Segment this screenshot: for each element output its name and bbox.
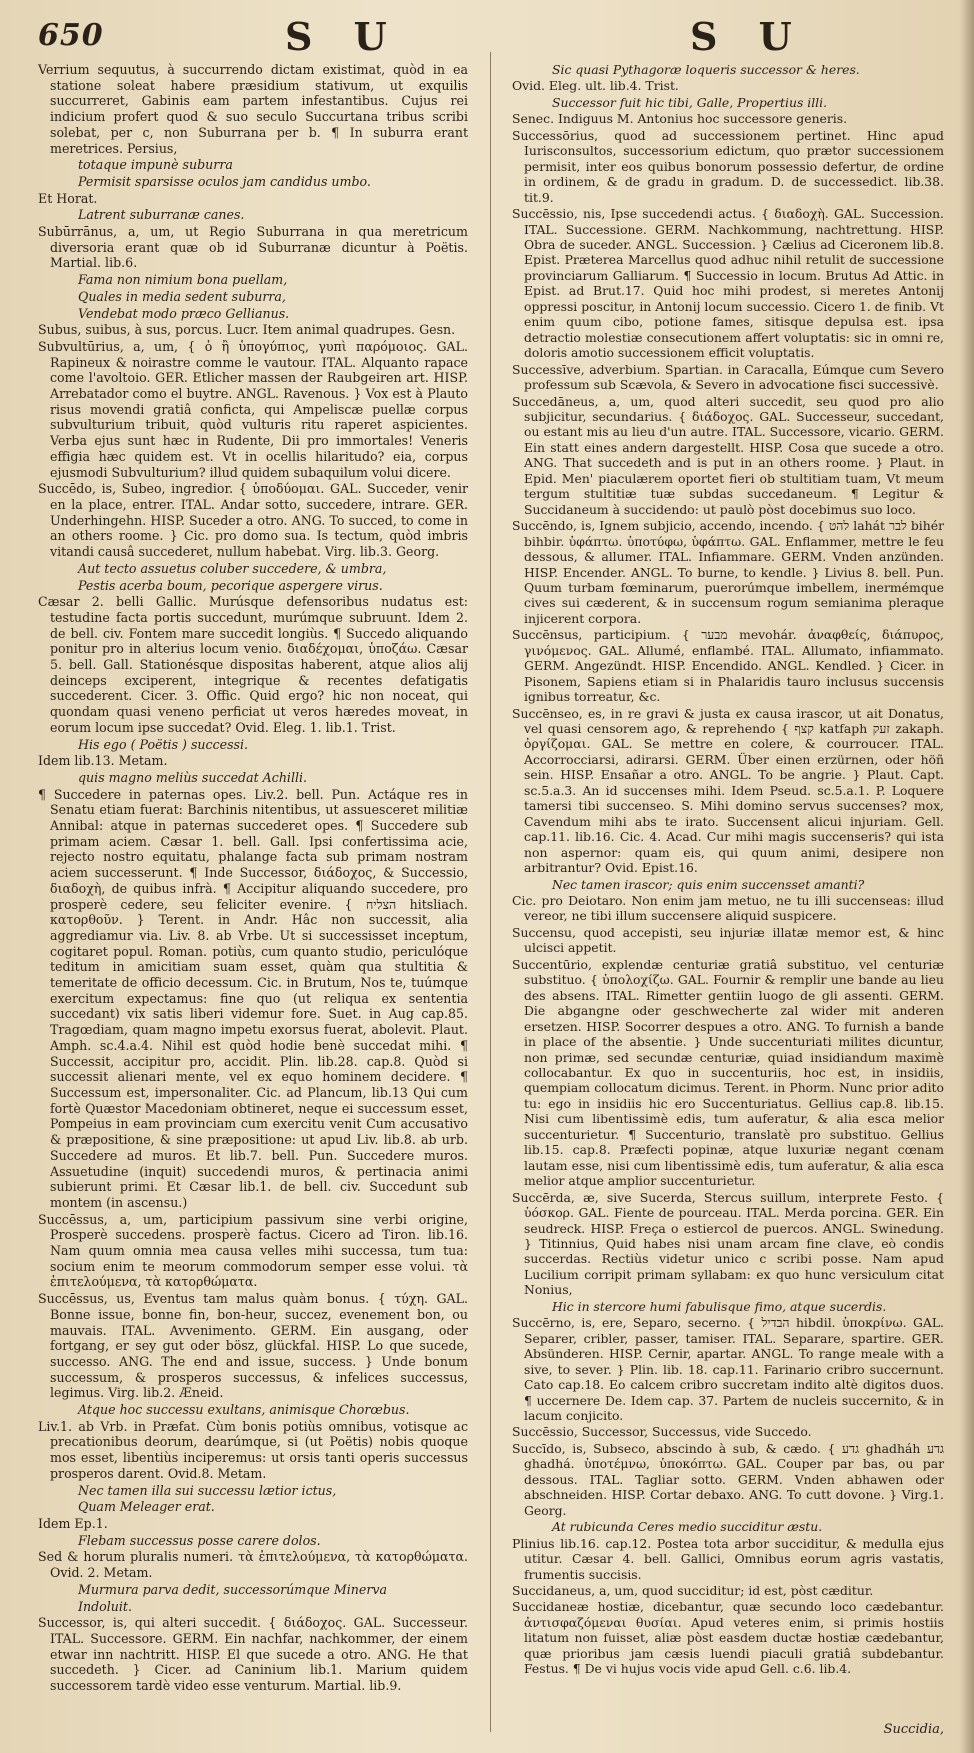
dictionary-entry: Idem lib.13. Metam. [38,753,168,769]
verse-quote: His ego ( Poëtis ) successi. [78,736,249,752]
dictionary-entry: Senec. Indiguus M. Antonius hoc successore generis. [512,111,848,127]
dictionary-entry: Succēnsus, participium. { מבער mevohár. ἀναφθείς, διάπυρος, γινόμενος. GAL. Allumé, enflambé. ITAL. Allumato, infiammato. GERM. Angezündt. HISP. Encendido. ANGL. Kendled. } Cicer. in Pisonem, Sapiens etiam si in Phalaridis tauro inclusus succensis ignibus torreatur, &c. [512,627,944,705]
dictionary-entry: Idem Ep.1. [38,1515,108,1531]
dictionary-entry: Et Horat. [38,190,98,206]
dictionary-entry: Successōrius, quod ad successionem pertinet. Hinc apud Iurisconsultos, successorium edictum, quo prætor successionem permisit, inter eos quibus bonorum possessio defertur, de ordine in ordinem, & de gradu in gradum. D. de successedict. lib.38. tit.9. [512,127,944,205]
dictionary-entry: Succēnseo, es, in re gravi & justa ex causa irascor, ut ait Donatus, vel quasi censorem ago, & reprehendo { קצף katfaph זעק zakaph. ὀργίζομαι. GAL. Se mettre en colere, & courroucer. ITAL. Accorrocciarsi, adirarsi. GERM. Über einen erzürnen, oder höñ sein. HISP. Ensañar a otro. ANGL. To be angrie. } Plaut. Capt. sc.5.a.3. An id succenses mihi. Idem Pseud. sc.5.a.1. P. Loquere tamersi tibi succenseo. S. Mihi domino servus succenses? mox, Cavendum mihi abs te irato. Succensent alicui injuriam. Gell. cap.11. lib.16. Cic. 4. Acad. Cur mihi magis succenseris? qui ista non aspernor: quam eis, qui quum animi, desipere non arbitrantur? Ovid. Epist.16. [512,705,944,876]
dictionary-entry: Cæsar 2. belli Gallic. Murúsque defensoribus nudatus est: testudine facta portis succedunt, murúmque subruunt. Idem 2. de bell. civ. Fontem mare succedit longiùs. ¶ Succedo aliquando ponitur pro in alterius locum venio. διαδέχομαι, ὑποζάω. Cæsar 5. bell. Gall. Stationésque dispositas haberent, atque alios alij deinceps exciperent, integrique & recentes defatigatis succederent. Cicer. 3. Offic. Quid ergo? hic non noceat, qui quondam quasi veneno perficiat ut veros hæredes moveat, in eorum locum ipse succedat? Ovid. Eleg. 1. lib.1. Trist. [38,594,468,735]
verse-quote: Indoluit. [78,1598,132,1614]
verse-quote: Latrent suburranæ canes. [78,207,245,223]
dictionary-entry: Cic. pro Deiotaro. Non enim jam metuo, ne tu illi succenseas: illud vereor, ne tibi illum succensere aliquid suspicere. [512,893,944,924]
dictionary-entry: Succēdo, is, Subeo, ingredior. { ὑποδύομαι. GAL. Succeder, venir en la place, entrer. ITAL. Andar sotto, succedere, intrare. GER. Underhingehn. HISP. Suceder a otro. ANG. To succed, to come in an others roome. } Cic. pro domo sua. Is tectum, quòd imbris vitandi causâ succederet, nullum habebat. Virg. lib.3. Georg. [38,481,468,560]
dictionary-entry: Subūrrānus, a, um, ut Regio Suburrana in qua meretricum diversoria erant quæ ob id Suburranæ dicuntur à Poëtis. Martial. lib.6. [38,224,468,271]
page-number: 650 [38,18,104,53]
dictionary-entry: Subus, suibus, à sus, porcus. Lucr. Item animal quadrupes. Gesn. [38,322,456,338]
dictionary-entry: Sed & horum pluralis numeri. τὰ ἐπιτελούμενα, τὰ κατορθώματα. Ovid. 2. Metam. [38,1549,468,1581]
column-divider [490,52,491,1732]
verse-quote: At rubicunda Ceres medio succiditur æstu. [552,1519,823,1535]
dictionary-entry: Succēssio, Successor, Successus, vide Succedo. [512,1424,812,1440]
verse-quote: Sic quasi Pythagoræ loqueris successor & heres. [552,62,860,77]
verse-quote: Pestis acerba boum, pecorique aspergere virus. [78,577,383,593]
verse-quote: Nec tamen illa sui successu lætior ictus, [78,1482,337,1498]
catchword: Succidia, [883,1722,944,1737]
dictionary-entry: Successor, is, qui alteri succedit. { διάδοχος. GAL. Successeur. ITAL. Successore. GERM. Ein nachfar, nachkommer, der einem etwar inn nachtritt. HISP. El que sucede a otro. ANG. He that succedeth. } Cicer. ad Caninium lib.1. Marium quidem successorem tardè video esse venturum. Martial. lib.9. [38,1615,468,1694]
dictionary-entry: Succērda, æ, sive Sucerda, Stercus suillum, interprete Festo. { ὑόσκορ. GAL. Fiente de pourceau. ITAL. Merda porcina. GER. Ein seudreck. HISP. Freça o estiercol de puercos. ANGL. Swinedung. } Titinnius, Quid habes nisi unam arcam fine clave, eò condis succerdas. Rectiùs videtur unico c scribi posse. Nam apud Lucilium corripit primam syllabam: ex quo hunc versiculum citat Nonius, [512,1189,944,1298]
dictionary-entry: Succēndo, is, Ignem subjicio, accendo, incendo. { להט lahát לבר bihér bihbir. ὑφάπτω. ὑποτύφω, ὑφάπτω. GAL. Enflammer, mettre le feu dessous, & allumer. ITAL. Infiammare. GERM. Vnden anzünden. HISP. Encender. ANGL. To burne, to kendle. } Livius 8. bell. Pun. Quum turbam fœminarum, puerorúmque imbellem, inermémque cives sui cæderent, & in succensum rogum semianima pleraque injicerent corpora. [512,518,945,626]
dictionary-entry: Succēssio, nis, Ipse succedendi actus. { διαδοχὴ. GAL. Succession. ITAL. Successione. GERM. Nachkommung, nachtrettung. HISP. Obra de suceder. ANGL. Succession. } Cælius ad Ciceronem lib.8. Epist. Præterea Marcellus quod adhuc nihil retulit de successione provinciarum Galliarum. ¶ Successio in locum. Brutus Ad Attic. in Epist. ad Brut.17. Quid hoc mihi prodest, si meretes Antonij oppressi poscitur, in Antonij locum successio. Cicero 1. de finib. Vt enim quum cibo, potione fames, sitisque depulsa est. ipsa detractio molestiæ consecutionem affert voluptatis: sic in omni re, doloris amotio successionem efficit voluptatis. [512,206,944,361]
verse-quote: Quam Meleager erat. [78,1499,215,1515]
right-column [512,62,944,1678]
verse-quote: Flebam successus posse carere dolos. [78,1532,321,1548]
verse-quote: Successor fuit hic tibi, Galle, Propertius illi. [552,94,828,110]
dictionary-entry: Succensu, quod accepisti, seu injuriæ illatæ memor est, & hinc ulcisci appetit. [512,924,944,956]
running-head-left: S U [285,14,401,59]
verse-quote: Hic in stercore humi fabulisque fimo, atque sucerdis. [552,1298,887,1314]
verse-quote: Permisit sparsisse oculos jam candidus umbo. [78,173,371,189]
dictionary-entry: Liv.1. ab Vrb. in Præfat. Cùm bonis potiùs omnibus, votisque ac precationibus deorum, dearúmque, si (ut Poëtis) nobis quoque mos esset, libentiùs inciperemus: ut orsis tanti operis successus prosperos darent. Ovid.8. Metam. [38,1418,468,1481]
dictionary-entry: Succērno, is, ere, Separo, secerno. { הבדיל hibdil. ὑποκρίνω. GAL. Separer, cribler, passer, tamiser. ITAL. Separare, spartire. GER. Absünderen. HISP. Cernir, apartar. ANGL. To range meale with a sive, to sever. } Plin. lib. 18. cap.11. Farinario cribro succernunt. Cato cap.18. Eo calcem cribro succretam indito altè digitos duos. ¶ uccernere De. Idem cap. 37. Partem de nucleis succernito, & in lacum conjicito. [512,1315,944,1423]
dictionary-entry: Succidaneus, a, um, quod succiditur; id est, pòst cæditur. [512,1582,874,1598]
dictionary-entry: Succentūrio, explendæ centuriæ gratiâ substituo, vel centuriæ substituo. { ὑπολοχίζω. GAL. Fournir & remplir une bande au lieu des absens. ITAL. Rimetter gentiin luogo de gli assenti. GERM. Die abgangne oder geschwecherte zal wider mit anderen ersetzen. HISP. Socorrer despues a otro. ANG. To furnish a bande in place of the absentie. } Unde succenturiati milites dicuntur, non primæ, sed secundæ centuriæ, quiad insidiandum maximè collocabantur. Ex quo in succenturiis, hoc est, in insidiis, quempiam collocatum dicimus. Terent. in Phorm. Nunc prior adito tu: ego in insidiis hic ero Succenturiatus. Gellius cap.8. lib.15. Nisi cum libentissimè edis, tum auferatur, & alia esca melior succenturietur. ¶ Succenturio, translatè pro substituo. Gellius lib.15. cap.8. Præfecti popinæ, atque luxuriæ negant cœnam lautam esse, nisi cum libentissimè edis, tum auferatur, & alia esca melior atque amplior succenturietur. [512,956,944,1189]
dictionary-entry: Verrium sequutus, à succurrendo dictam existimat, quòd in ea statione soleat habere præsidium stativum, ut exquilis succurreret, Gabinis eam partem infestantibus. Cujus rei indicium profert quod & suo seculo Succurtana tribus scribi solebat, per c, non Suburrana per b. ¶ In suburra erant meretrices. Persius, [38,62,468,156]
verse-quote: Murmura parva dedit, successorúmque Minerva [78,1581,387,1597]
page-header [0,0,974,62]
dictionary-entry: Ovid. Eleg. ult. lib.4. Trist. [512,78,679,94]
page-edge-shadow [960,0,974,1753]
dictionary-entry: Succidaneæ hostiæ, dicebantur, quæ secundo loco cædebantur. ἀντισφαζόμεναι θυσίαι. Apud veteres enim, si primis hostiis litatum non fuisset, aliæ pòst easdem ductæ hostiæ cædebantur, quæ prioribus jam cæsis luendi piaculi gratiâ subdebantur. Festus. ¶ De vi hujus vocis vide apud Gell. c.6. lib.4. [512,1599,944,1677]
verse-quote: Nec tamen irascor; quis enim succensset amanti? [552,876,865,892]
verse-quote: Quales in media sedent suburra, [78,288,286,304]
dictionary-entry: Succedāneus, a, um, quod alteri succedit, seu quod pro alio subjicitur, secundarius. { διάδοχος. GAL. Successeur, succedant, ou estant mis au lieu d'un autre. ITAL. Successore, vicario. GERM. Ein statt eines andern dargestellt. HISP. Cosa que sucede a otro. ANG. That succedeth and is put in an others roome. } Plaut. in Epid. Men' piaculærem oportet fieri ob stultitiam tuam, Vt meum tergum stultitiæ tuæ subdas succedaneum. ¶ Legitur & Succidaneum à succidendo: ut paulò pòst docebimus suo loco. [512,393,944,517]
dictionary-entry: Succēssus, us, Eventus tam malus quàm bonus. { τύχη. GAL. Bonne issue, bonne fin, bon-heur, succez, evenement bon, ou mauvais. ITAL. Avvenimento. GERM. Ein ausgang, oder fortgang, er sey gut oder bösz, glückfal. HISP. Lo que sucede, successo. ANG. The end and issue, success. } Unde bonum successum, & prosperos successus, & infelices successus, legimus. Virg. lib.2. Æneid. [38,1291,468,1401]
dictionary-entry: Succīdo, is, Subseco, abscindo à sub, & cædo. { גדע ghadháh גדע ghadhá. ὑποτέμνω, ὑποκόπτω. GAL. Couper par bas, ou par dessous. ITAL. Tagliar sotto. GERM. Vnden abhawen oder abschneiden. HISP. Cortar debaxo. ANG. To cutt dovone. } Virg.1. Georg. [512,1440,944,1518]
dictionary-entry: Subvultūrius, a, um, { ὁ ἢ ὑπογύπιος, γυπὶ παρόμοιος. GAL. Rapineux & noirastre comme le vautour. ITAL. Alquanto rapace come l'avoltoio. GER. Etlicher massen der Raubgeiren art. HISP. Arrebatador como el buytre. ANGL. Ravenous. } Vox est à Plauto risus movendi gratiâ conficta, qui Ampeliscæ puellæ corpus subvulturium tribuit, quòd vulturis ritu raperet aspicientes. Verba ejus sunt hæc in Rudente, Dii pro immortales! Veneris effigia hæc quidem est. Vt in ocellis hilaritudo? eia, corpus ejusmodi Subvulturium? illud quidem subaquilum volui dicere. [38,338,468,480]
dictionary-entry: Successīve, adverbium. Spartian. in Caracalla, Eúmque cum Severo professum sub Scævola, & Severo in advocatione fisci successivè. [512,361,944,393]
left-column [38,62,468,1695]
verse-quote: Atque hoc successu exultans, animisque Chorœbus. [78,1402,410,1418]
running-head-right: S U [690,14,806,59]
dictionary-entry: ¶ Succedere in paternas opes. Liv.2. bell. Pun. Actáque res in Senatu etiam fuerat: Barchinis nitentibus, ut assuesceret militiæ Annibal: atque in paternas succederet opes. ¶ Succedere sub primam aciem. Cæsar 1. bell. Gall. Ipsi confertissima acie, rejecto nostro equitatu, phalange facta sub primam nostram aciem successerunt. ¶ Inde Successor, διάδοχος, & Successio, διαδοχὴ, de quibus infrà. ¶ Accipitur aliquando succedere, pro prosperè cedere, seu feliciter evenire. { הצליח hitsliach. κατορθοῦν. } Terent. in Andr. Hâc non successit, alia aggrediamur via. Liv. 8. ab Vrbe. Ut si successisset inceptum, cogitaret popul. Roman. potiùs, cum quanto studio, periculóque teditum in amicitiam suam esset, quàm qua stultitia & temeritate de officio decessum. Cic. in Brutum, Nos te, tuúmque exercitum expectamus: fine quo (ut reliqua ex sententia succedant) vix satis liberi videmur fore. Suet. in Aug cap.85. Tragœdiam, quam magno impetu exorsus fuerat, abolevit. Plaut. Amph. sc.4.a.4. Nihil est quòd hodie benè succedat mihi. ¶ Successit, accipitur pro, accidit. Plin. lib.28. cap.8. Quòd si successit alienari mente, vel ex equo hominem decidere. ¶ Successum est, impersonaliter. Cic. ad Plancum, lib.13 Qui cum fortè Quæstor Macedoniam obtineret, neque ei successum esset, Pompeius in eam provinciam cum exercitu venit Cum accusativo & præpositione, & sine præpositione: ut apud Liv. lib.8. ab urb. Succedere ad muros. Et lib.7. bell. Pun. Succedere muros. Assuetudine (inquit) succedendi muros, & pertinacia animi subierunt primi. Et Cæsar lib.1. de bell. civ. Succedunt sub montem (in ascensu.) [38,786,468,1210]
verse-quote: Aut tecto assuetus coluber succedere, & umbra, [78,560,387,576]
dictionary-entry: Plinius lib.16. cap.12. Postea tota arbor succiditur, & medulla ejus utitur. Cæsar 4. bell. Gallici, Omnibus eorum agris vastatis, frumentis succisis. [512,1535,944,1582]
dictionary-entry: Succēssus, a, um, participium passivum sine verbi origine, Prosperè succedens. prosperè factus. Cicero ad Tiron. lib.16. Nam quum omnia mea causa velles mihi successa, tum tua: socium enim te meorum commodorum semper esse volui. τὰ ἐπιτελούμενα, τὰ κατορθώματα. [38,1211,468,1290]
verse-quote: Vendebat modo præco Gellianus. [78,305,290,321]
verse-quote: quis magno meliùs succedat Achilli. [78,769,308,785]
verse-quote: totaque impunè suburra [78,157,233,173]
verse-quote: Fama non nimium bona puellam, [78,272,288,288]
